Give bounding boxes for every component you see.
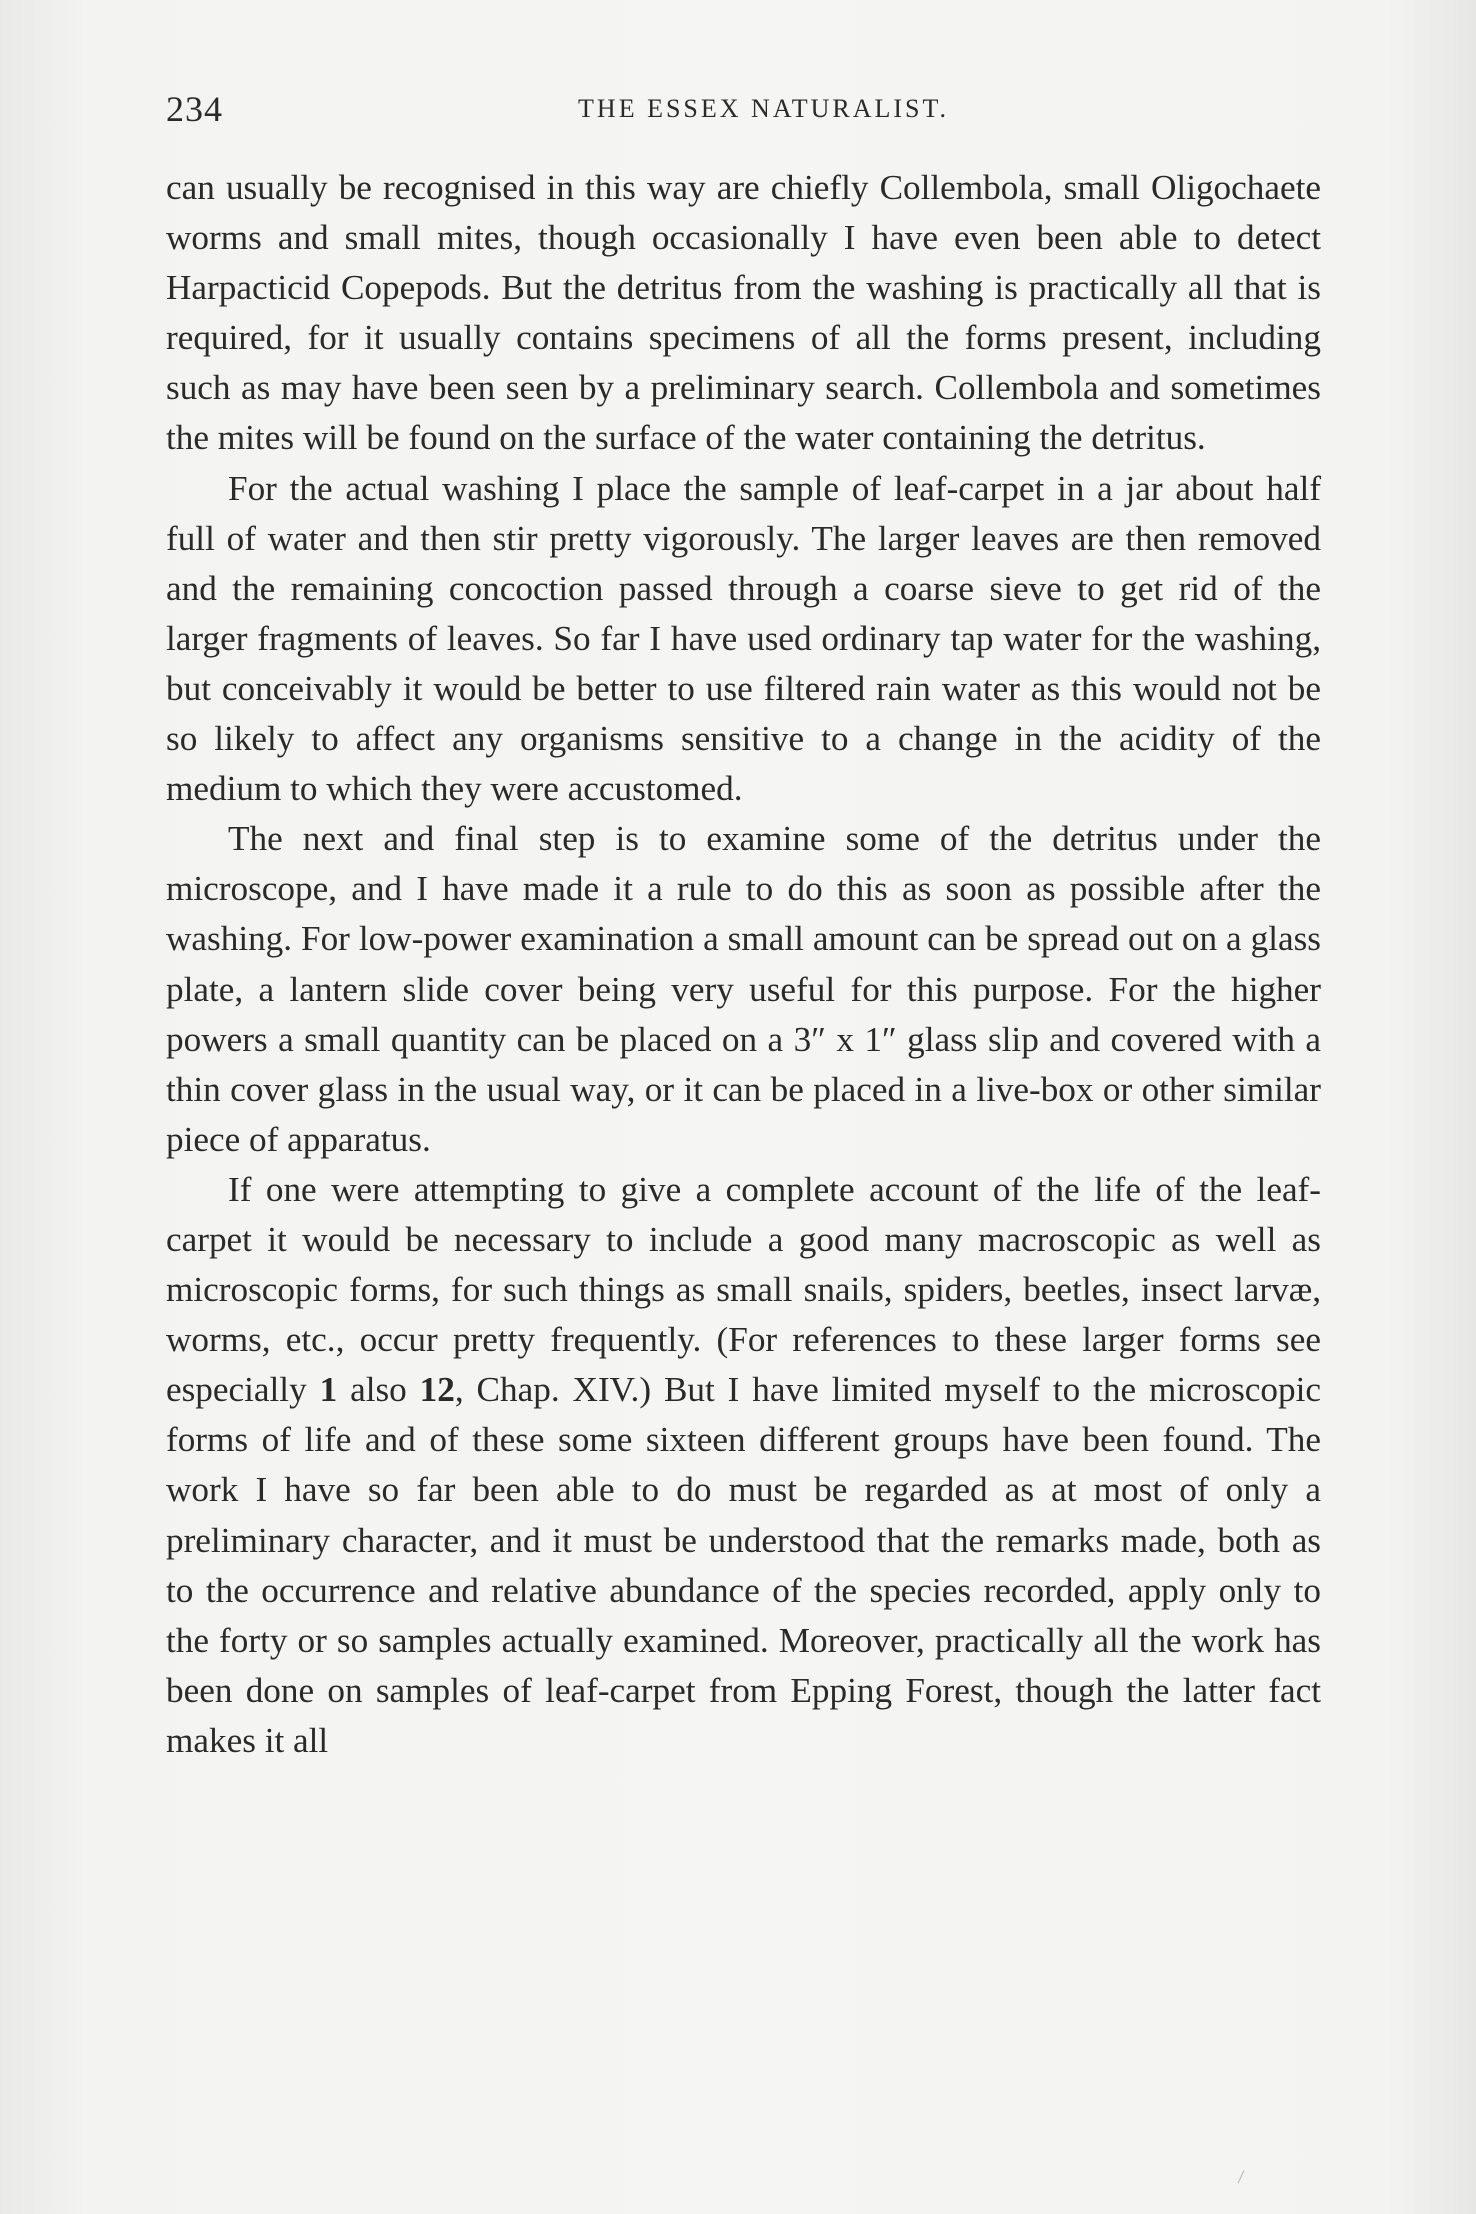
page-number: 234	[166, 89, 223, 129]
paragraph-3: The next and final step is to examine some of the detritus under the microscope, and I have made it a rule to do this as soon as possible after the washing. For low-power examination a small amount can be spread out on a glass plate, a lantern slide cover being very useful for this purpose. For the higher powers a small quantity can be placed on a 3″ x 1″ glass slip and covered with a thin cover glass in the usual way, or it can be placed in a live-box or other similar piece of apparatus.	[166, 819, 1321, 1159]
paragraph-4-text-a: If one were attempting to give a complete account of the life of the leaf-carpet it would be necessary to include a good many macroscopic as well as microscopic forms, for such things as small snails, spiders, beetles, insect larvæ, worms, etc., occur pretty frequently. (For references to these larger forms see especially	[166, 1169, 1321, 1410]
body-text	[166, 163, 1321, 1766]
running-title: THE ESSEX NATURALIST.	[578, 94, 949, 123]
paragraph-4-text-b: also	[337, 1370, 420, 1410]
paragraph-4-text-c: , Chap. XIV.) But I have limited myself to the microscopic forms of life and of these some sixteen different groups have been found. The work I have so far been able to do must be regarded as at most of only a preliminary character, and it must be understood that the remarks made, both as to the occurrence and relative abundance of the species recorded, apply only to the forty or so samples actually examined. Moreover, practically all the work has been done on samples of leaf-carpet from Epping Forest, though the latter fact makes it all	[166, 1370, 1321, 1760]
paragraph-1: can usually be recognised in this way are chiefly Collembola, small Oligochaete worms and small mites, though occasionally I have even been able to detect Harpacticid Copepods. But the detritus from the washing is practically all that is required, for it usually contains specimens of all the forms present, including such as may have been seen by a preliminary search. Collembola and sometimes the mites will be found on the surface of the water containing the detritus.	[166, 168, 1321, 458]
reference-number: 12	[419, 1370, 455, 1410]
paragraph-4	[166, 1165, 1321, 1766]
paragraph-2: For the actual washing I place the sample of leaf-carpet in a jar about half full of water and then stir pretty vigorously. The larger leaves are then removed and the remaining concoction passed through a coarse sieve to get rid of the larger fragments of leaves. So far I have used ordinary tap water for the washing, but conceivably it would be better to use filtered rain water as this would not be so likely to affect any organisms sensitive to a change in the acidity of the medium to which they were accustomed.	[166, 468, 1321, 809]
page-header	[166, 88, 1321, 138]
reference-number: 1	[319, 1370, 338, 1410]
ink-speck	[1238, 2170, 1254, 2187]
